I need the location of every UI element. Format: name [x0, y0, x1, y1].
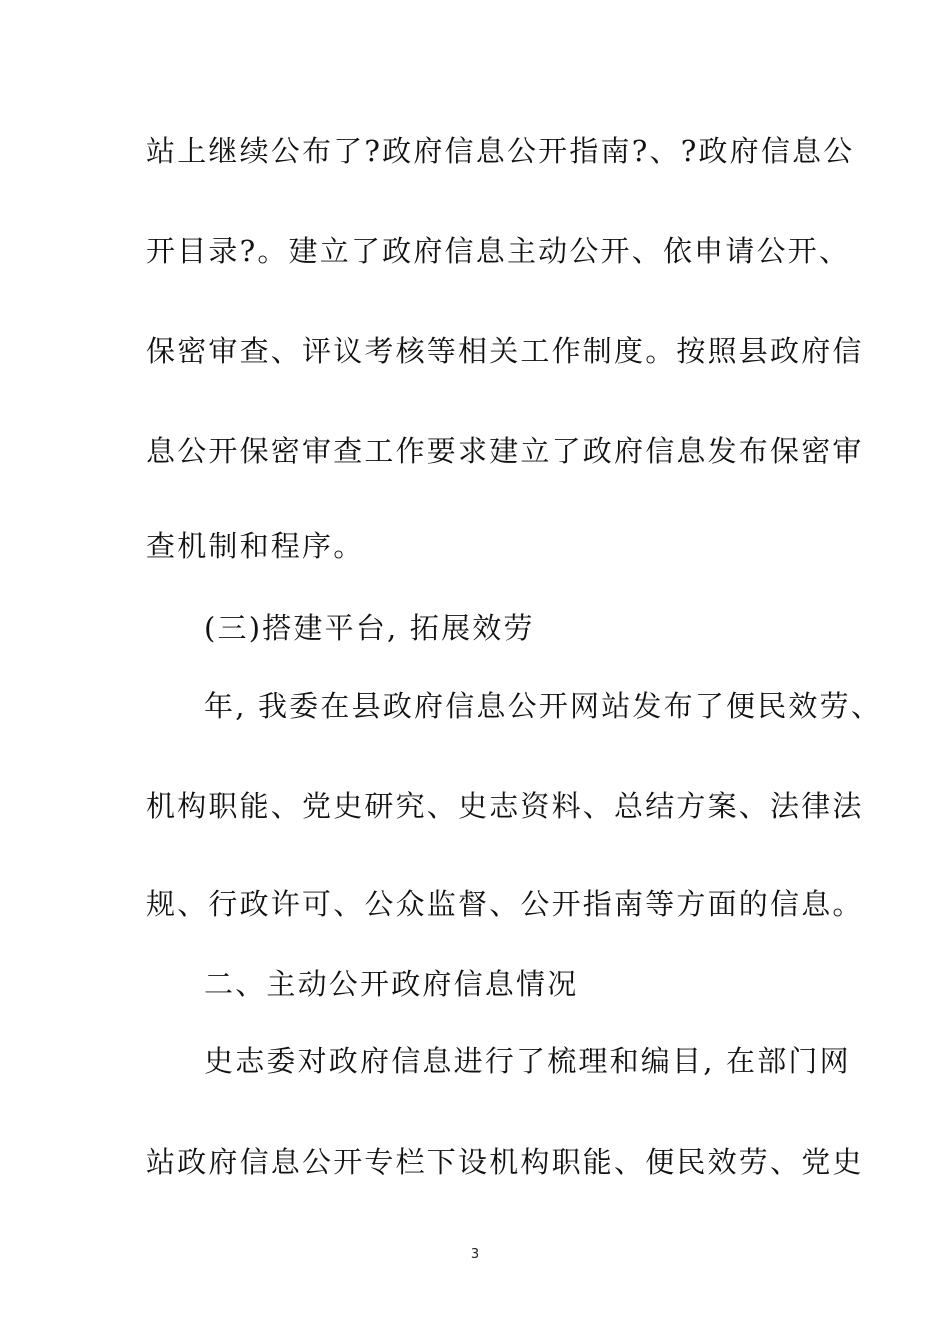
body-text-line: 年, 我委在县政府信息公开网站发布了便民效劳、: [204, 689, 883, 723]
body-text-line: 史志委对政府信息进行了梳理和编目, 在部门网: [204, 1044, 851, 1078]
body-text-line: 保密审查、评议考核等相关工作制度。按照县政府信: [146, 334, 864, 368]
body-text-line: 站上继续公布了?政府信息公开指南?、?政府信息公: [146, 134, 855, 168]
section-heading: 二、主动公开政府信息情况: [204, 967, 579, 1001]
body-text-line: 开目录?。建立了政府信息主动公开、依申请公开、: [146, 234, 851, 268]
body-text-line: 机构职能、党史研究、史志资料、总结方案、法律法: [146, 789, 864, 823]
page-number: 3: [470, 1247, 480, 1262]
body-text-line: 息公开保密审查工作要求建立了政府信息发布保密审: [146, 434, 864, 468]
body-text-line: 站政府信息公开专栏下设机构职能、便民效劳、党史: [146, 1145, 864, 1179]
body-text-line: 规、行政许可、公众监督、公开指南等方面的信息。: [146, 887, 864, 921]
body-text-line: 查机制和程序。: [146, 529, 365, 563]
section-heading: (三)搭建平台, 拓展效劳: [204, 611, 535, 645]
